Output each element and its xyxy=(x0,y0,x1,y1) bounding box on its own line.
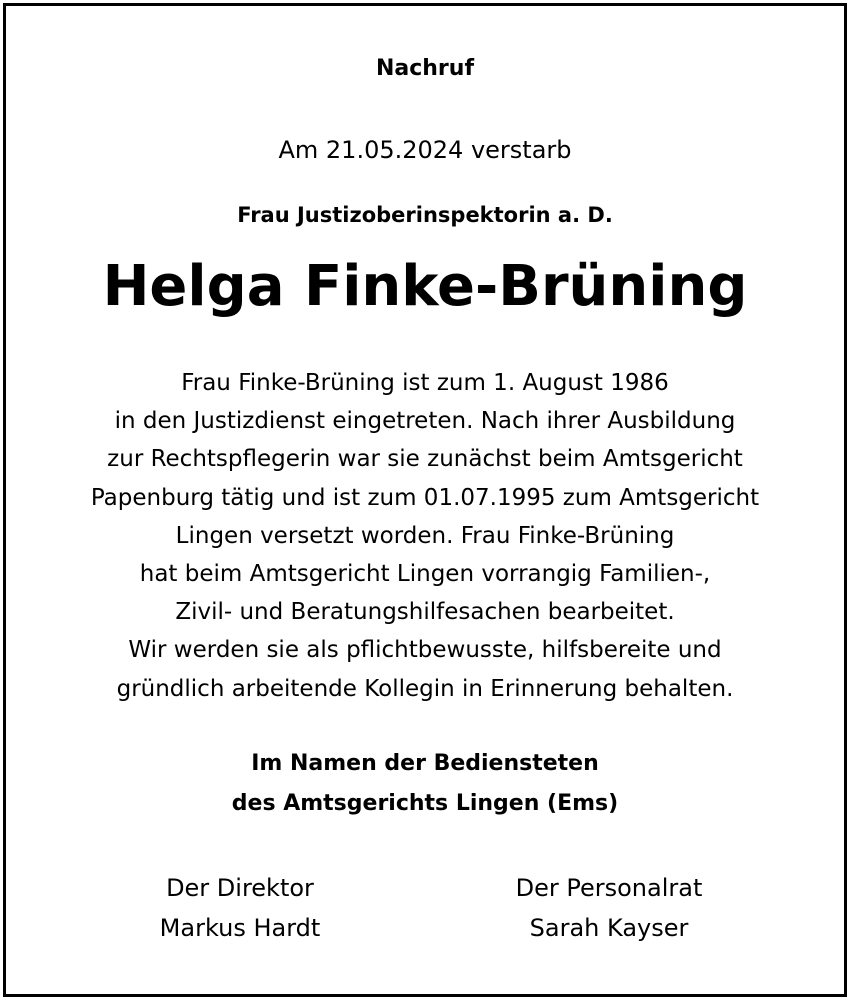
death-date-line: Am 21.05.2024 verstarb xyxy=(278,136,572,164)
body-line: zur Rechtspflegerin war sie zunächst beim Amtsgericht xyxy=(107,446,743,473)
signatory-director xyxy=(90,868,390,948)
notice-heading: Nachruf xyxy=(375,56,475,81)
obituary-body xyxy=(6,364,844,708)
body-line: in den Justizdienst eingetreten. Nach ihrer Ausbildung xyxy=(114,408,736,435)
obituary-notice xyxy=(3,3,847,997)
signatory-role: Der Direktor xyxy=(166,874,314,902)
signatory-role: Der Personalrat xyxy=(515,874,703,902)
signatory-staff-council xyxy=(459,868,759,948)
deceased-name: Helga Finke-Brüning xyxy=(102,254,748,319)
signoff xyxy=(6,744,844,824)
signatory-name: Markus Hardt xyxy=(159,914,321,942)
body-line: Zivil- und Beratungshilfesachen bearbeitet. xyxy=(175,599,675,626)
signoff-line: des Amtsgerichts Lingen (Ems) xyxy=(231,791,619,816)
body-line: Wir werden sie als pflichtbewusste, hilfsbereite und xyxy=(128,637,722,664)
body-line: Lingen versetzt worden. Frau Finke-Brüning xyxy=(175,522,675,549)
body-line: gründlich arbeitende Kollegin in Erinnerung behalten. xyxy=(116,675,734,702)
body-line: Papenburg tätig und ist zum 01.07.1995 zum Amtsgericht xyxy=(90,484,760,511)
body-line: hat beim Amtsgericht Lingen vorrangig Familien-, xyxy=(139,561,711,588)
deceased-title: Frau Justizoberinspektorin a. D. xyxy=(237,203,613,227)
body-line: Frau Finke-Brüning ist zum 1. August 1986 xyxy=(181,370,669,396)
signoff-line: Im Namen der Bediensteten xyxy=(251,751,599,776)
signatory-name: Sarah Kayser xyxy=(529,914,689,942)
